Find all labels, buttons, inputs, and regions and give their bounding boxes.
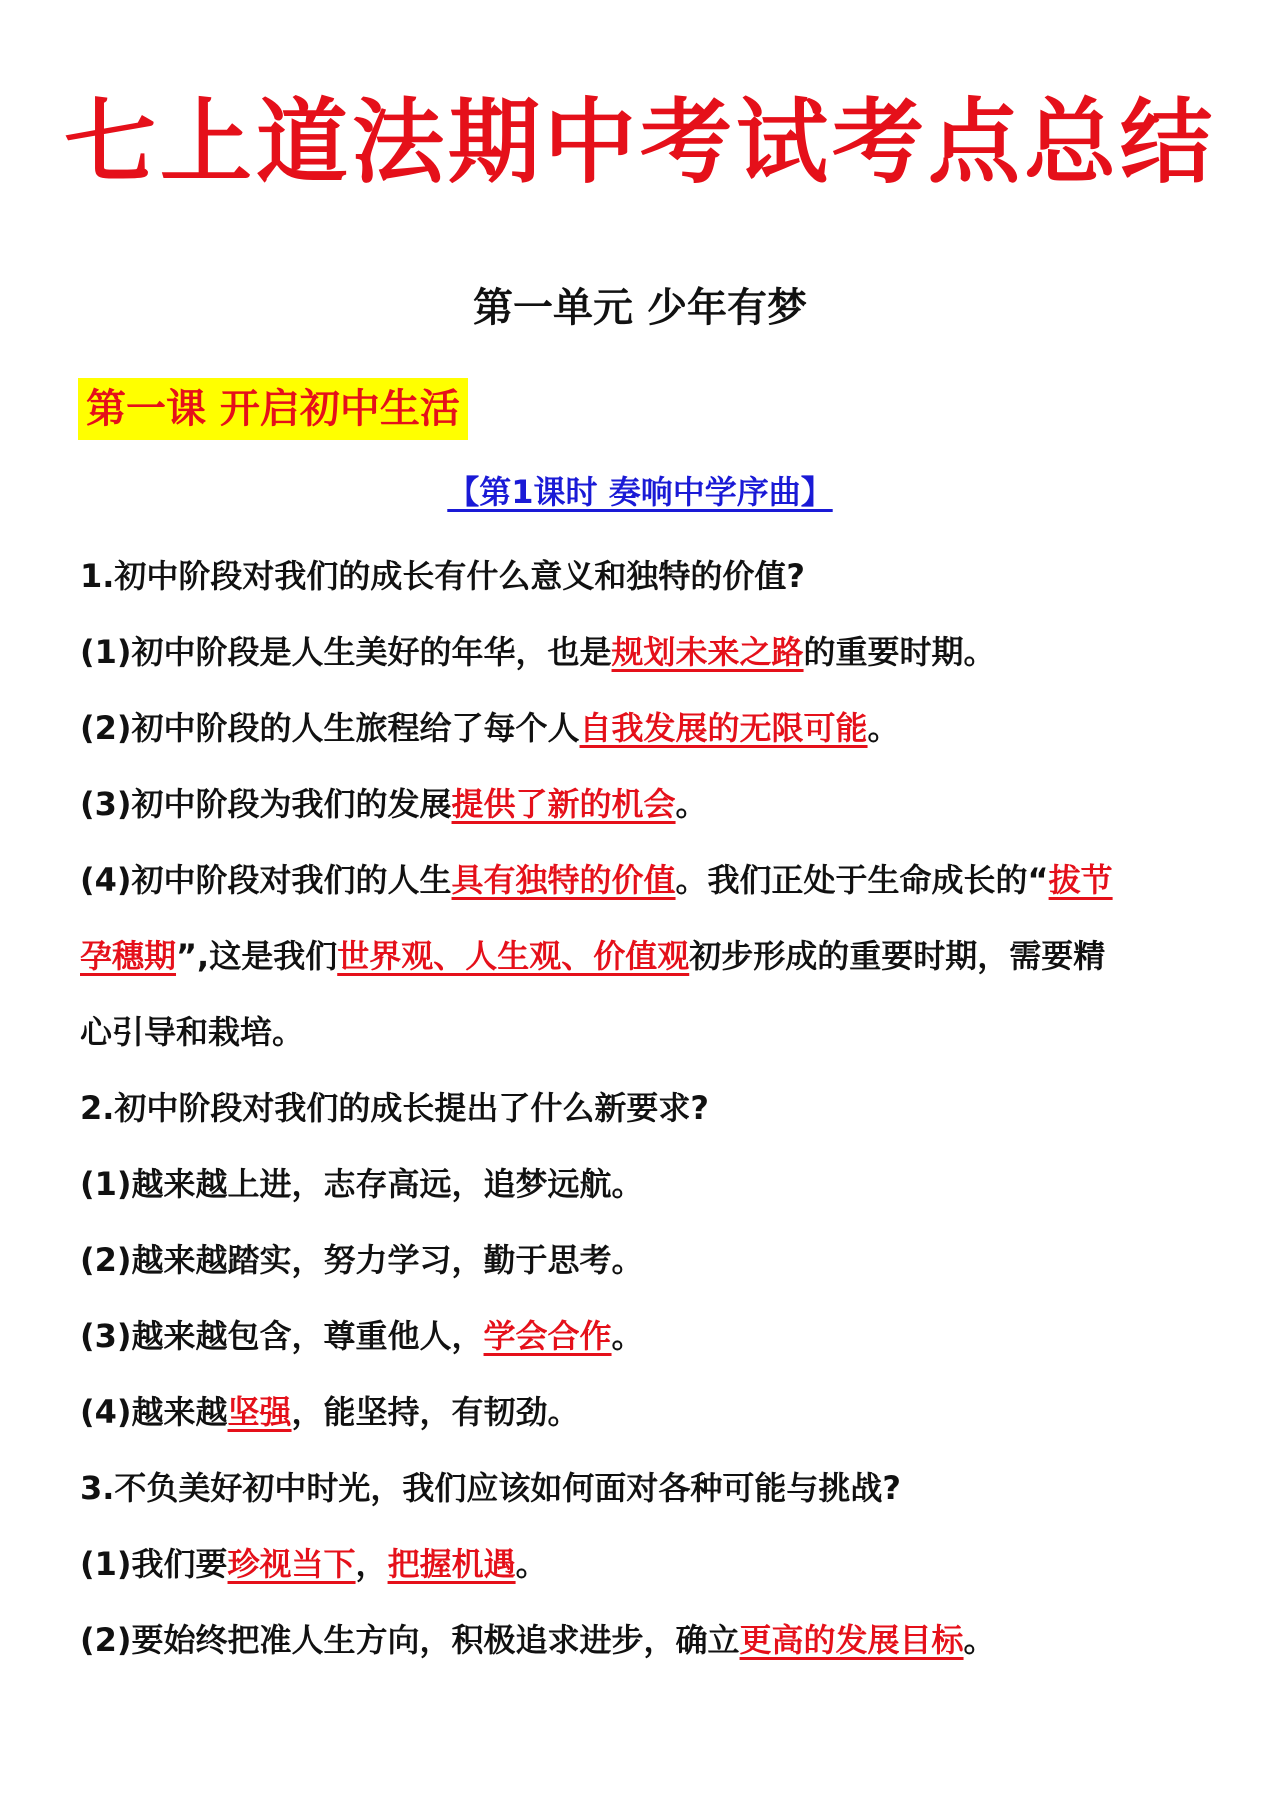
period-title bbox=[0, 468, 1280, 516]
answer-1-4-line-3: 心引导和栽培。 bbox=[80, 1013, 305, 1051]
highlight: 拔节 bbox=[1048, 861, 1113, 899]
answer-1-1: (1)初中阶段是人生美好的年华，也是规划未来之路的重要时期。 bbox=[80, 633, 996, 671]
question-2: 2.初中阶段对我们的成长提出了什么新要求? bbox=[80, 1089, 709, 1127]
highlight: 珍视当下 bbox=[227, 1545, 356, 1583]
highlight: 提供了新的机会 bbox=[451, 785, 676, 823]
answer-2-2: (2)越来越踏实，努力学习，勤于思考。 bbox=[80, 1241, 644, 1279]
highlight: 规划未来之路 bbox=[611, 633, 804, 671]
answer-3-2: (2)要始终把准人生方向，积极追求进步，确立更高的发展目标。 bbox=[80, 1621, 996, 1659]
highlight: 具有独特的价值 bbox=[451, 861, 676, 899]
answer-1-3: (3)初中阶段为我们的发展提供了新的机会。 bbox=[80, 785, 708, 823]
answer-1-4-line-1: (4)初中阶段对我们的人生具有独特的价值。我们正处于生命成长的“拔节 bbox=[80, 861, 1113, 899]
highlight: 把握机遇 bbox=[387, 1545, 516, 1583]
answer-1-2: (2)初中阶段的人生旅程给了每个人自我发展的无限可能。 bbox=[80, 709, 900, 747]
highlight: 学会合作 bbox=[483, 1317, 612, 1355]
answer-2-4: (4)越来越坚强，能坚持，有韧劲。 bbox=[80, 1393, 580, 1431]
answer-2-3: (3)越来越包含，尊重他人，学会合作。 bbox=[80, 1317, 644, 1355]
answer-2-1: (1)越来越上进，志存高远，追梦远航。 bbox=[80, 1165, 644, 1203]
highlight: 更高的发展目标 bbox=[739, 1621, 964, 1659]
question-3: 3.不负美好初中时光，我们应该如何面对各种可能与挑战? bbox=[80, 1469, 901, 1507]
period-title-text: 【第1课时 奏响中学序曲】 bbox=[447, 473, 833, 511]
main-title: 七上道法期中考试考点总结 bbox=[63, 89, 1216, 196]
unit-title: 第一单元 少年有梦 bbox=[473, 285, 807, 331]
lesson-title: 第一课 开启初中生活 bbox=[78, 378, 468, 440]
answer-1-4-line-2: 孕穗期”,这是我们世界观、人生观、价值观初步形成的重要时期，需要精 bbox=[80, 937, 1106, 975]
answer-3-1: (1)我们要珍视当下，把握机遇。 bbox=[80, 1545, 548, 1583]
highlight: 世界观、人生观、价值观 bbox=[337, 937, 690, 975]
highlight: 坚强 bbox=[227, 1393, 292, 1431]
highlight: 自我发展的无限可能 bbox=[579, 709, 868, 747]
highlight: 孕穗期 bbox=[80, 937, 177, 975]
question-1: 1.初中阶段对我们的成长有什么意义和独特的价值? bbox=[80, 557, 805, 595]
